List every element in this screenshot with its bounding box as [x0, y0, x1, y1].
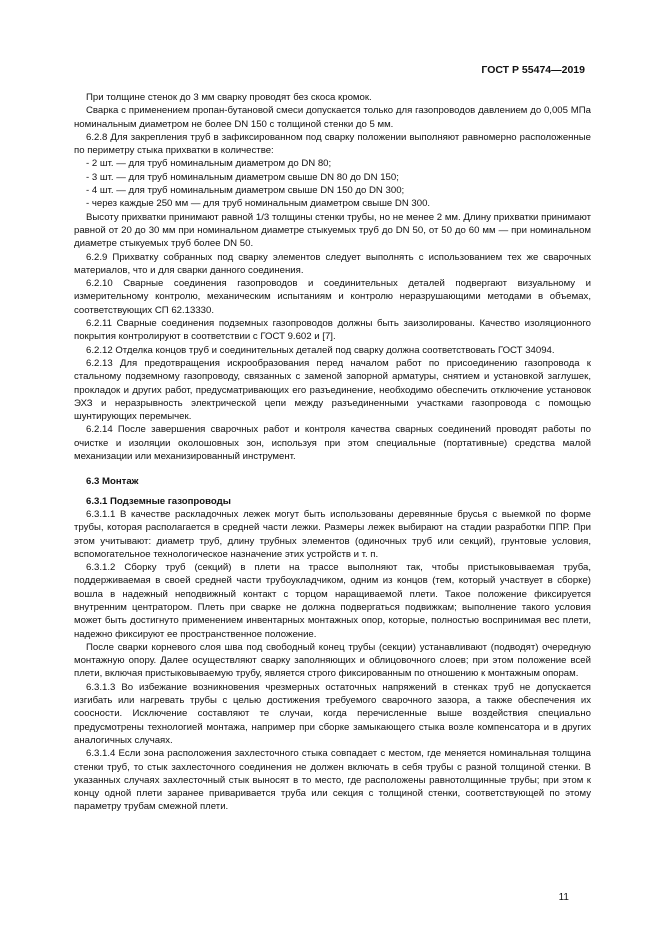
paragraph: Высоту прихватки принимают равной 1/3 толщины стенки трубы, но не менее 2 мм. Длину прихватки принимают равной от 20 до 30 мм при номинальном диаметре стыкуемых труб до DN 50, от 50 до 60 мм — при номинальном диаметре стыкуемых труб более DN 50.	[74, 211, 591, 250]
paragraph: 6.2.11 Сварные соединения подземных газопроводов должны быть заизолированы. Качество изоляционного покрытия контролируют в соответствии с ГОСТ 9.602 и [7].	[74, 318, 591, 343]
section-heading: 6.3 Монтаж	[86, 476, 139, 488]
document-body	[74, 91, 591, 814]
list-item: - через каждые 250 мм — для труб номинальным диаметром свыше DN 300.	[86, 198, 431, 210]
paragraph: 6.3.1.2 Сборку труб (секций) в плети на трассе выполняют так, чтобы пристыковываемая труба, поддерживаемая в своей средней части трубоукладчиком, одним из концов (тем, который участвует в сборке) вошла в надежный неподвижный контакт с торцом наращиваемой плети. Такое положение фиксируется внутренним центратором. Плеть при сварке не должна подвергаться подвижкам; выполнение такого условия может быть достигнуто применением инвентарных монтажных опор, которые, полностью воспринимая вес плети, надежно фиксируют ее пространственное положение.	[74, 562, 591, 640]
paragraph: 6.2.12 Отделка концов труб и соединительных деталей под сварку должна соответствовать ГОСТ 34094.	[86, 344, 555, 356]
list-item: - 3 шт. — для труб номинальным диаметром свыше DN 80 до DN 150;	[86, 171, 399, 183]
paragraph: 6.2.9 Прихватку собранных под сварку элементов следует выполнять с использованием тех же сварочных материалов, что и для сварки данного соединения.	[74, 251, 591, 276]
list-item: - 2 шт. — для труб номинальным диаметром до DN 80;	[86, 158, 332, 170]
paragraph: 6.2.13 Для предотвращения искрообразования перед началом работ по присоединению газопровода к стальному подземному газопроводу, связанных с заменой запорной арматуры, снятием и установкой заглушек, прокладок и других работ, предусматривающих его разъединение, необходимо обеспечить отключение установок ЭХЗ и неразрывность электрической цепи между разъединенными участками газопровода с помощью шунтирующих перемычек.	[74, 357, 591, 423]
list-item: - 4 шт. — для труб номинальным диаметром свыше DN 150 до DN 300;	[86, 185, 405, 197]
paragraph: 6.2.14 После завершения сварочных работ и контроля качества сварных соединений проводят работы по очистке и изоляции околошовных зон, используя при этом специальные (портативные) средства малой механизации или механизированный инструмент.	[74, 424, 591, 463]
document-code-header: ГОСТ Р 55474—2019	[481, 64, 585, 76]
paragraph: При толщине стенок до 3 мм сварку проводят без скоса кромок.	[86, 92, 372, 103]
paragraph: 6.3.1.1 В качестве раскладочных лежек могут быть использованы деревянные брусья с выемкой по форме трубы, которая располагается в средней части лежки. Размеры лежек выбирают на стадии разработки ППР. При этом учитывают: диаметр труб, длину трубных элементов (одиночных труб или секций), грунтовые условия, вспомогательное технологическое назначение этих устройств и т. п.	[74, 508, 591, 560]
paragraph: 6.3.1.4 Если зона расположения захлесточного стыка совпадает с местом, где меняется номинальная толщина стенки труб, то стык захлесточного соединения не должен включать в себя трубы с разной толщиной стенки. В указанных случаях захлесточный стык выносят в то место, где расположены равнотолщинные трубы; при этом к концу одной плети заранее приваривается труба или секция с толщиной стенки, соответствующей по этому параметру трубам смежной плети.	[74, 748, 591, 813]
paragraph: Сварка с применением пропан-бутановой смеси допускается только для газопроводов давлением до 0,005 МПа номинальным диаметром не более DN 150 с толщиной стенки до 5 мм.	[74, 105, 591, 130]
paragraph: 6.3.1.3 Во избежание возникновения чрезмерных остаточных напряжений в стенках труб не допускается изгибать или нагревать трубы с целью достижения требуемого сварочного зазора, а также обеспечения их соосности. Исключение составляют те случаи, когда перечисленные выше воздействия специально предусмотрены технологией монтажа, например при сборке замыкающего стыка возле компенсатора и в других аналогичных случаях.	[74, 681, 591, 746]
paragraph: 6.2.10 Сварные соединения газопроводов и соединительных деталей подвергают визуальному и измерительному контролю, механическим испытаниям и контролю неразрушающими методами в объемах, соответствующих СП 62.13330.	[74, 278, 591, 316]
paragraph: 6.2.8 Для закрепления труб в зафиксированном под сварку положении выполняют равномерно расположенные по периметру стыка прихватки в количестве:	[74, 131, 591, 157]
page-number: 11	[558, 892, 569, 903]
subsection-heading: 6.3.1 Подземные газопроводы	[86, 495, 231, 507]
paragraph: После сварки корневого слоя шва под свободный конец трубы (секции) устанавливают (подводят) очередную монтажную опору. Далее осуществляют сварку заполняющих и облицовочного слоев; при этом положение всей плети, включая пристыковываемую трубу, является строго фиксированным по отношению к монтажным опорам.	[74, 641, 591, 680]
